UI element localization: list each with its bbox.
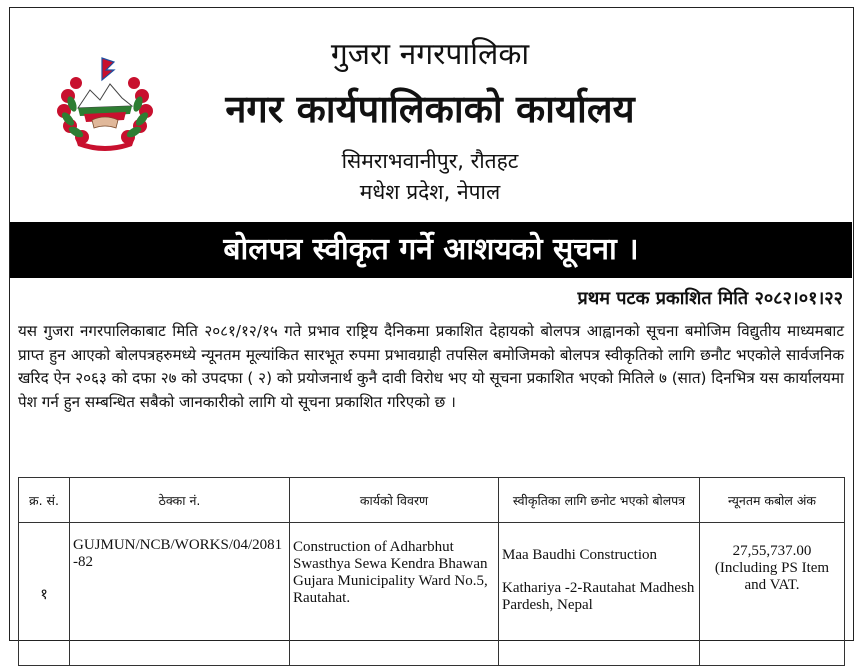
cell-selected-bid bbox=[499, 523, 700, 666]
notice-body: यस गुजरा नगरपालिकाबाट मिति २०८१/१२/१५ गते प्रभाव राष्ट्रिय दैनिकमा प्रकाशित देहायको बोलपत्र आह्वानको सूचना बमोजिम विद्युतीय माध्यमबाट प्राप्त हुन आएको बोलपत्रहरुमध्ये न्यूनतम मूल्यांकित सारभूत रुपमा प्रभावग्राही तपसिल बमोजिमको बोलपत्र स्वीकृतिको लागि छनौट भएकोले सार्वजनिक खरिद ऐन २०६३ को दफा २७ को उपदफा ( २) को प्रयोजनार्थ कुनै दावी विरोध भए यो सूचना प्रकाशित भएको मितिले ७ (सात) दिनभित्र यस कार्यालयमा पेश गर्न हुन सम्बन्धित सबैको जानकारीको लागि यो सूचना प्रकाशित गरिएको छ । bbox=[18, 322, 844, 411]
cell-contract-no: GUJMUN/NCB/WORKS/04/2081-82 bbox=[70, 523, 290, 666]
bid-table bbox=[18, 477, 845, 666]
header-sn: क्र. सं. bbox=[19, 478, 70, 523]
org-name: गुजरा नगरपालिका bbox=[330, 37, 530, 72]
header-contract-no: ठेक्का नं. bbox=[70, 478, 290, 523]
cell-amount: 27,55,737.00 (Including PS Item and VAT. bbox=[700, 523, 845, 666]
header-min-bid: न्यूनतम कबोल अंक bbox=[700, 478, 845, 523]
nepal-emblem-icon bbox=[54, 56, 156, 152]
bidder-address: Kathariya -2-Rautahat Madhesh Pardesh, Nepal bbox=[502, 580, 695, 613]
address-line-2: मधेश प्रदेश, नेपाल bbox=[359, 180, 501, 204]
table-row bbox=[19, 523, 845, 666]
cell-description: Construction of Adharbhut Swasthya Sewa Kendra Bhawan Gujara Municipality Ward No.5, Rautahat. bbox=[290, 523, 499, 666]
notice-page bbox=[9, 7, 854, 641]
cell-sn: १ bbox=[19, 523, 70, 666]
header-selected-bid: स्वीकृतिका लागि छनोट भएको बोलपत्र bbox=[499, 478, 700, 523]
first-published-date: प्रथम पटक प्रकाशित मिति २०८२।०१।२२ bbox=[577, 288, 843, 309]
header-description: कार्यको विवरण bbox=[290, 478, 499, 523]
table-header-row bbox=[19, 478, 845, 523]
notice-title: बोलपत्र स्वीकृत गर्ने आशयको सूचना । bbox=[10, 222, 852, 278]
address-line-1: सिमराभवानीपुर, रौतहट bbox=[341, 149, 519, 173]
bidder-name: Maa Baudhi Construction bbox=[502, 547, 657, 563]
office-name: नगर कार्यपालिकाको कार्यालय bbox=[225, 87, 635, 131]
